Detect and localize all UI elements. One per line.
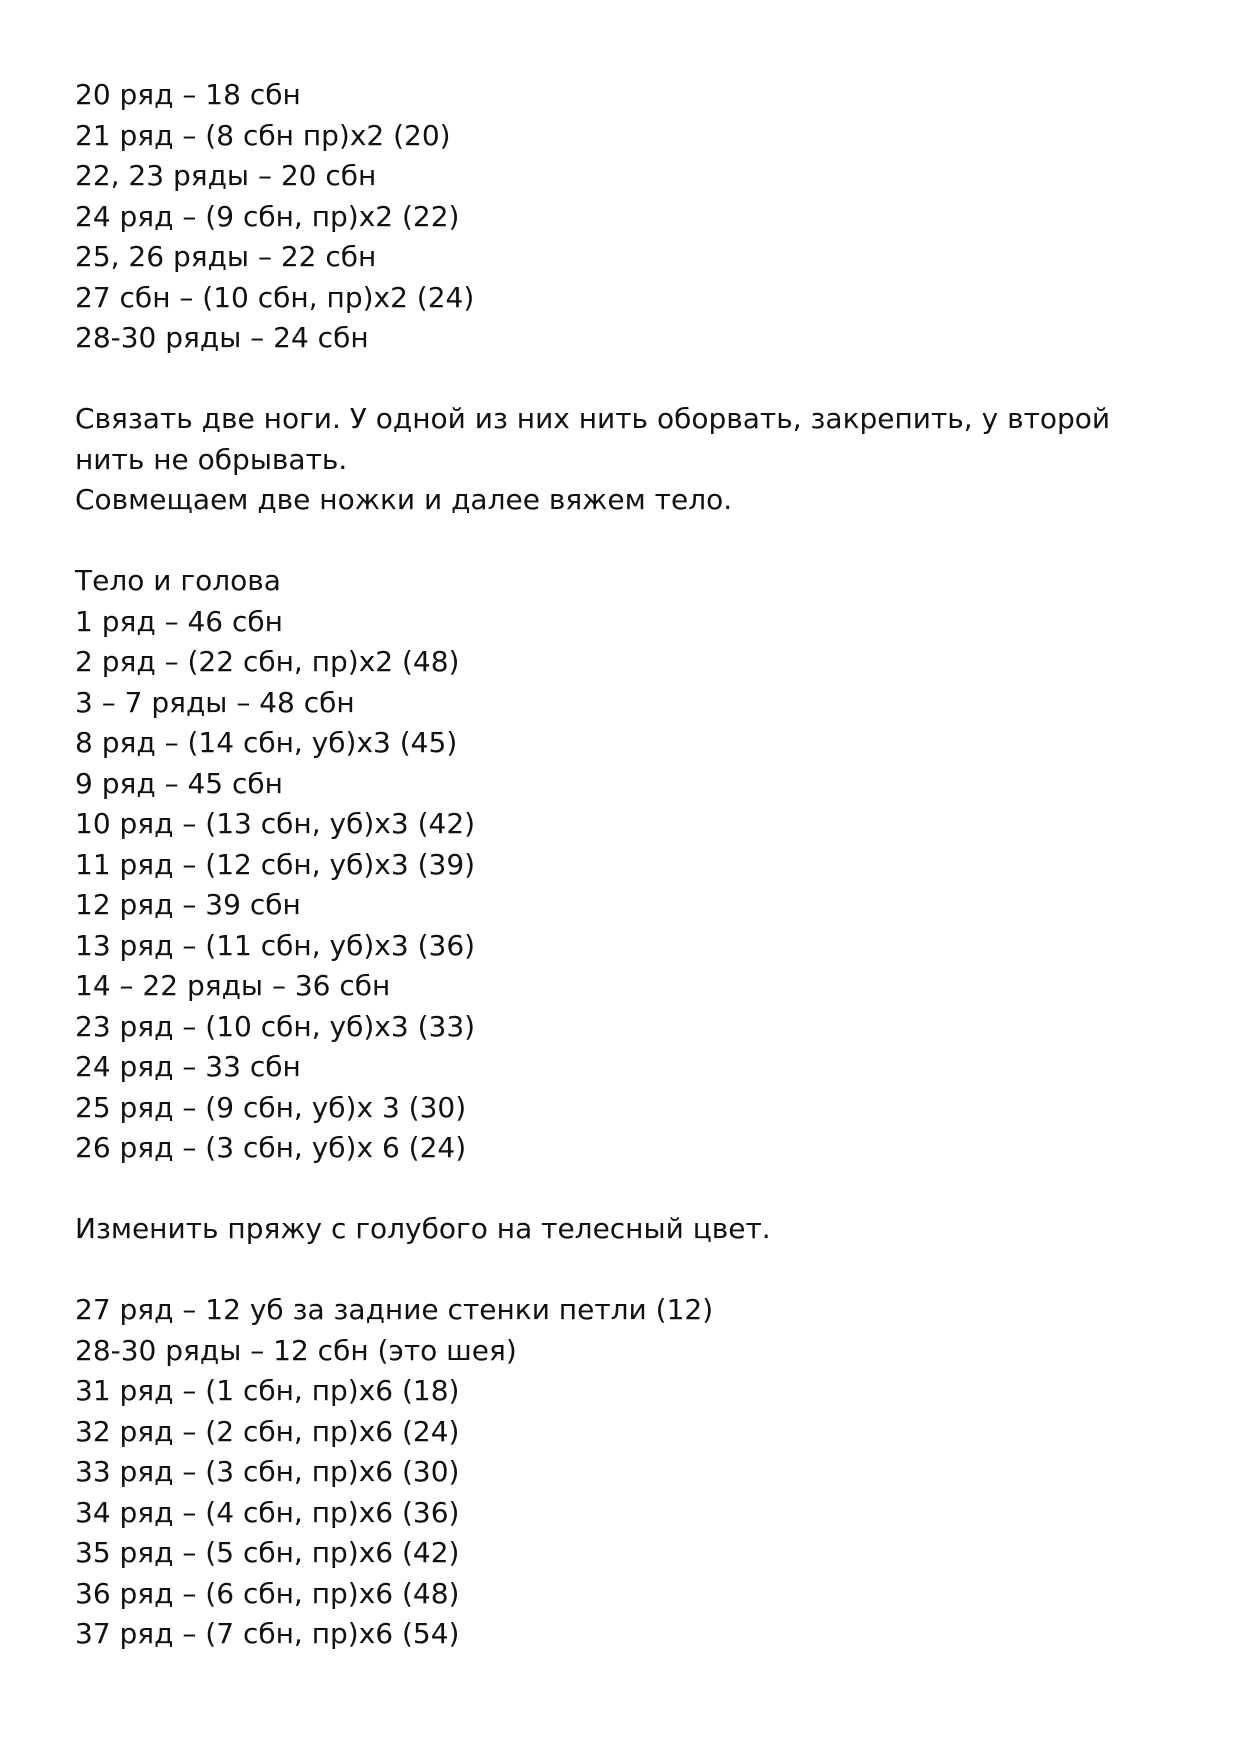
instruction-line: Совмещаем две ножки и далее вяжем тело. — [75, 483, 733, 516]
section-heading: Тело и голова — [75, 564, 281, 597]
row-line: 31 ряд – (1 сбн, пр)х6 (18) — [75, 1374, 460, 1407]
row-line: 23 ряд – (10 сбн, уб)х3 (33) — [75, 1009, 476, 1043]
row-line: 3 – 7 ряды – 48 сбн — [75, 685, 355, 719]
row-line: 24 ряд – 33 сбн — [75, 1050, 301, 1083]
row-line: 33 ряд – (3 сбн, пр)х6 (30) — [75, 1455, 460, 1488]
row-line: 9 ряд – 45 сбн — [75, 766, 283, 800]
row-line: 10 ряд – (13 сбн, уб)х3 (42) — [75, 807, 476, 840]
row-line: 37 ряд – (7 сбн, пр)х6 (54) — [75, 1617, 460, 1650]
join-instructions — [75, 399, 1175, 521]
row-line: 21 ряд – (8 сбн пр)х2 (20) — [75, 118, 451, 152]
row-line: 14 – 22 ряды – 36 сбн — [75, 969, 391, 1002]
body-section — [75, 561, 1175, 1169]
row-line: 26 ряд – (3 сбн, уб)х 6 (24) — [75, 1131, 467, 1164]
row-line: 13 ряд – (11 сбн, уб)х3 (36) — [75, 928, 476, 962]
leg-rows-list — [75, 75, 1175, 359]
row-line: 12 ряд – 39 сбн — [75, 888, 301, 921]
row-line: 28-30 ряды – 12 сбн (это шея) — [75, 1333, 517, 1367]
row-line: 24 ряд – (9 сбн, пр)х2 (22) — [75, 199, 460, 233]
pattern-text — [75, 75, 1175, 1655]
row-line: 32 ряд – (2 сбн, пр)х6 (24) — [75, 1414, 460, 1448]
row-line: 25, 26 ряды – 22 сбн — [75, 240, 377, 273]
row-line: 2 ряд – (22 сбн, пр)х2 (48) — [75, 645, 460, 678]
spacer — [75, 1250, 1175, 1291]
row-line: 27 ряд – 12 уб за задние стенки петли (12) — [75, 1293, 714, 1326]
spacer — [75, 359, 1175, 400]
spacer — [75, 1169, 1175, 1210]
row-line: 27 сбн – (10 сбн, пр)х2 (24) — [75, 280, 475, 314]
row-line: 25 ряд – (9 сбн, уб)х 3 (30) — [75, 1090, 467, 1124]
row-line: 22, 23 ряды – 20 сбн — [75, 159, 377, 192]
row-line: 35 ряд – (5 сбн, пр)х6 (42) — [75, 1536, 460, 1569]
row-line: 34 ряд – (4 сбн, пр)х6 (36) — [75, 1495, 460, 1529]
row-line: 20 ряд – 18 сбн — [75, 78, 301, 111]
head-rows-list — [75, 1290, 1175, 1655]
spacer — [75, 521, 1175, 562]
row-line: 1 ряд – 46 сбн — [75, 604, 283, 638]
row-line: 28-30 ряды – 24 сбн — [75, 321, 369, 354]
color-change-note: Изменить пряжу с голубого на телесный цвет. — [75, 1212, 771, 1245]
row-line: 11 ряд – (12 сбн, уб)х3 (39) — [75, 847, 476, 881]
row-line: 8 ряд – (14 сбн, уб)х3 (45) — [75, 726, 458, 759]
row-line: 36 ряд – (6 сбн, пр)х6 (48) — [75, 1576, 460, 1610]
instruction-paragraph: Связать две ноги. У одной из них нить оборвать, закрепить, у второй нить не обрывать. — [75, 402, 1111, 476]
